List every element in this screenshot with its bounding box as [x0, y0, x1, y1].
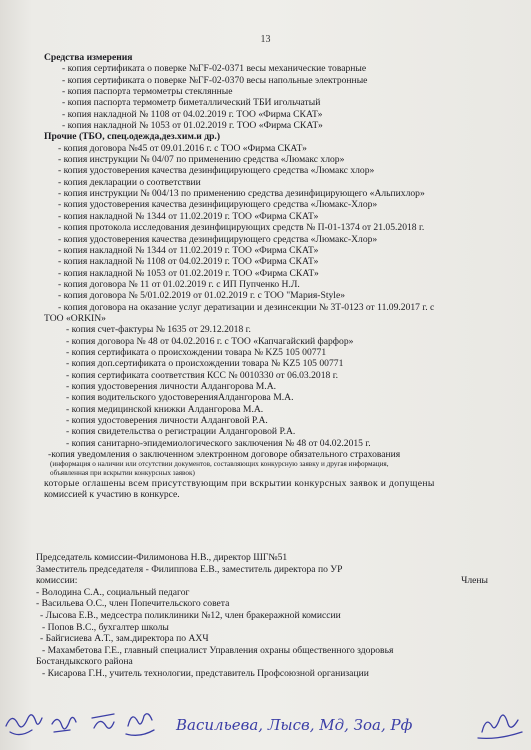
- list-item: - копия паспорта термометры стеклянные: [62, 86, 233, 98]
- list-item: - копия декларации о соответствии: [58, 176, 201, 188]
- list-item: - копия накладной № 1053 от 01.02.2019 г. ТОО «Фирма СКАТ»: [58, 267, 319, 279]
- member-item: - Лысова Е.В., медсестра поликлиники №12, член бракеражной комиссии: [40, 609, 341, 621]
- member-item: - Кисарова Г.Н., учитель технологии, представитель Профсоюзной организации: [42, 667, 369, 679]
- list-item: - копия удостоверения личности Алданговой Р.А.: [66, 415, 268, 426]
- announced-line: которые оглашены всем присутствующим при вскрытии конкурсных заявок и допущены: [44, 477, 435, 489]
- member-item-continuation: Бостандыкского района: [36, 656, 133, 668]
- list-item: - копия сертификата о поверке №ГF-02-0371 весы механические товарные: [62, 63, 367, 75]
- list-item: - копия сертификата о поверке №ГF-02-0370 весы напольные электронные: [62, 74, 368, 86]
- section-heading-measuring: Средства измерения: [44, 52, 133, 63]
- member-item: - Попов В.С., бухгалтер школы: [42, 621, 169, 633]
- note-line: (информация о наличии или отсутствии документов, составляющих конкурсную заявку и другая информация,: [50, 460, 389, 469]
- list-item: - копия санитарно-эпидемиологического заключения № 48 от 04.02.2015 г.: [66, 437, 371, 449]
- member-item: - Васильева О.С., член Попечительского совета: [36, 598, 230, 610]
- member-item: - Махамбетова Г.Е., главный специалист Управления охраны общественного здоровья: [42, 644, 394, 656]
- list-item: - копия протокола исследования дезинфицирующих средств № П-01-1374 от 21.05.2018 г.: [58, 222, 425, 234]
- list-item: - копия накладной № 1108 от 04.02.2019 г. ТОО «Фирма СКАТ»: [62, 108, 323, 120]
- document-content: [44, 52, 484, 500]
- list-item: - копия договора № 48 от 04.02.2016 г. с ТОО «Капчагайский фарфор»: [66, 335, 354, 347]
- signature-text: Васильева, Лысв, Мд, Зоа, Рф: [176, 716, 413, 734]
- list-item: - копия договора на оказание услуг дератизации и дезинсекции № 3Т-0123 от 11.09.2017 г. с: [58, 301, 435, 313]
- list-item: - копия счет-фактуры № 1635 от 29.12.2018 г.: [66, 324, 251, 336]
- list-item: - копия накладной № 1108 от 04.02.2019 г. ТОО «Фирма СКАТ»: [58, 256, 319, 268]
- note-line: объявленная при вскрытии конкурсных заявок): [50, 468, 195, 477]
- list-item: - копия водительского удостоверенияАлдангорова М.А.: [66, 392, 294, 404]
- notification-item: -копия уведомления о заключенном электронном договоре обязательного страхования: [48, 449, 401, 461]
- list-item: - копия инструкции № 04/07 по применению средства «Люмакс хлор»: [58, 154, 345, 166]
- list-item: - копия удостоверения личности Алдангорова М.А.: [66, 380, 277, 392]
- commission-label: комиссии:: [36, 575, 78, 587]
- handwritten-signatures: [0, 704, 531, 744]
- list-item: - копия инструкции № 004/13 по применению средства дезинфицирующего «Альпихлор»: [58, 188, 425, 200]
- list-item: - копия накладной № 1053 от 01.02.2019 г. ТОО «Фирма СКАТ»: [62, 120, 323, 132]
- list-item: - копия удостоверения качества дезинфицирующего средства «Люмакс-Хлор»: [58, 233, 378, 245]
- list-item: - копия доп.сертификата о происхождении товара № KZ5 105 00771: [66, 358, 344, 370]
- list-item: - копия накладной № 1344 от 11.02.2019 г. ТОО «Фирма СКАТ»: [58, 210, 319, 222]
- list-item: - копия медицинской книжки Алдангорова М.А.: [66, 403, 264, 415]
- list-item: - копия договора №45 от 09.01.2016 г. с ТОО «Фирма СКАТ»: [58, 142, 307, 154]
- list-item: - копия сертификата о происхождении товара № KZ5 105 00771: [66, 346, 327, 358]
- commission-block: [36, 552, 496, 680]
- page-number: 13: [260, 34, 271, 45]
- list-item: - копия накладной № 1344 от 11.02.2019 г. ТОО «Фирма СКАТ»: [58, 244, 319, 256]
- list-item: - копия паспорта термометр биметаллический ТБИ игольчатый: [62, 97, 321, 109]
- member-item: - Байгисиева А.Т., зам.директора по АХЧ: [40, 633, 209, 645]
- list-item-continuation: ТОО «ORKIN»: [44, 312, 106, 324]
- deputy-line: Заместитель председателя - Филиппова Е.В., заместитель директора по УР: [36, 563, 343, 575]
- list-item: - копия удостоверения качества дезинфицирующего средства «Люмакс-Хлор»: [58, 199, 378, 211]
- member-item: - Володина С.А., социальный педагог: [36, 586, 190, 598]
- members-label: Члены: [461, 575, 488, 586]
- list-item: - копия договора № 11 от 01.02.2019 г. с ИП Пупченко Н.Л.: [58, 278, 300, 290]
- chairman-line: Председатель комиссии-Филимонова Н.В., директор ШГ№51: [36, 552, 288, 563]
- section-heading-other: Прочие (ТБО, спец.одежда,дез.хим.и др.): [44, 131, 221, 143]
- list-item: - копия удостоверения качества дезинфицирующего средства «Люмакс хлор»: [58, 165, 375, 177]
- announced-line: комиссией к участию в конкурсе.: [44, 488, 180, 500]
- list-item: - копия свидетельства о регистрации Алдангоровой Р.А.: [66, 426, 296, 438]
- list-item: - копия сертификата соответствия КСС № 0010330 от 06.03.2018 г.: [66, 369, 338, 381]
- list-item: - копия договора № 5/01.02.2019 от 01.02.2019 г. с ТОО "Мария-Style»: [58, 290, 346, 302]
- signatures-row: [0, 704, 531, 744]
